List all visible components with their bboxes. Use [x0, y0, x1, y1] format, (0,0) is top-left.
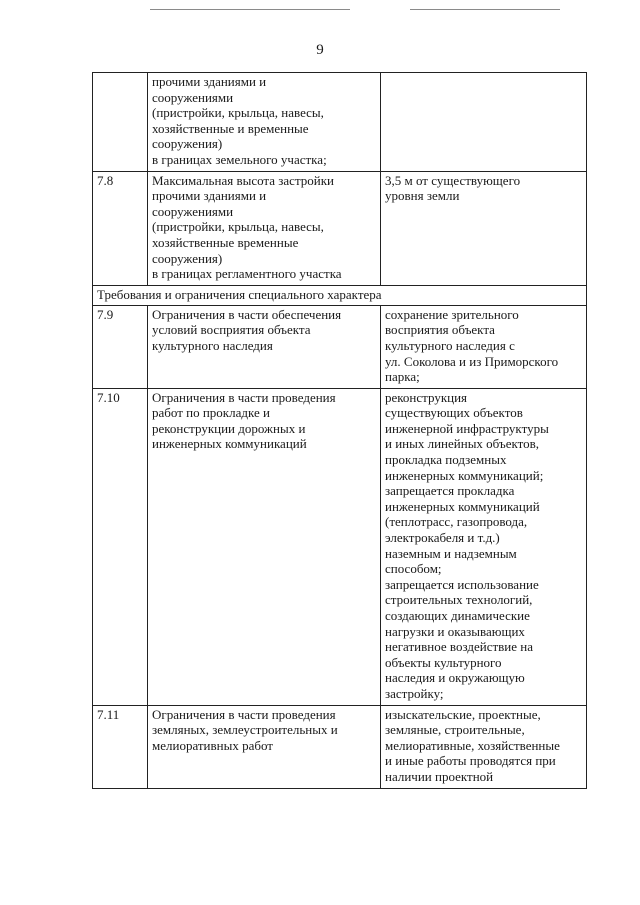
row-parameter: прочими зданиями и сооружениями (пристройки, крыльца, навесы, хозяйственные и временные сооружения) в границах земельного участка; [148, 73, 381, 172]
row-number: 7.8 [93, 171, 148, 285]
row-parameter: Максимальная высота застройки прочими зданиями и сооружениями (пристройки, крыльца, навесы, хозяйственные временные сооружения) в границах регламентного участка [148, 171, 381, 285]
table-row [93, 388, 587, 705]
table-row [93, 171, 587, 285]
row-number: 7.11 [93, 705, 148, 788]
row-value [381, 73, 587, 172]
page-number: 9 [316, 42, 324, 58]
regulations-table [92, 72, 587, 789]
row-number: 7.10 [93, 388, 148, 705]
scan-edge-line-right [410, 9, 560, 10]
scan-edge-line-left [150, 9, 350, 10]
row-value: изыскательские, проектные, земляные, строительные, мелиоративные, хозяйственные и иные работы проводятся при наличии проектной [381, 705, 587, 788]
table-row [93, 73, 587, 172]
table-row [93, 705, 587, 788]
row-value: 3,5 м от существующего уровня земли [381, 171, 587, 285]
table-row [93, 305, 587, 388]
row-parameter: Ограничения в части проведения работ по прокладке и реконструкции дорожных и инженерных коммуникаций [148, 388, 381, 705]
row-value: реконструкция существующих объектов инженерной инфраструктуры и иных линейных объектов, прокладка подземных инженерных коммуникаций; запрещается прокладка инженерных коммуникаций (теплотрасс, газопровода, электрокабеля и т.д.) наземным и надземным способом; запрещается использование строительных технологий, создающих динамические нагрузки и оказывающих негативное воздействие на объекты культурного наследия и окружающую застройку; [381, 388, 587, 705]
row-parameter: Ограничения в части проведения земляных, землеустроительных и мелиоративных работ [148, 705, 381, 788]
section-title: Требования и ограничения специального характера [93, 285, 587, 305]
row-number: 7.9 [93, 305, 148, 388]
row-number [93, 73, 148, 172]
row-value: сохранение зрительного восприятия объекта культурного наследия с ул. Соколова и из Приморского парка; [381, 305, 587, 388]
row-parameter: Ограничения в части обеспечения условий восприятия объекта культурного наследия [148, 305, 381, 388]
section-header-row [93, 285, 587, 305]
